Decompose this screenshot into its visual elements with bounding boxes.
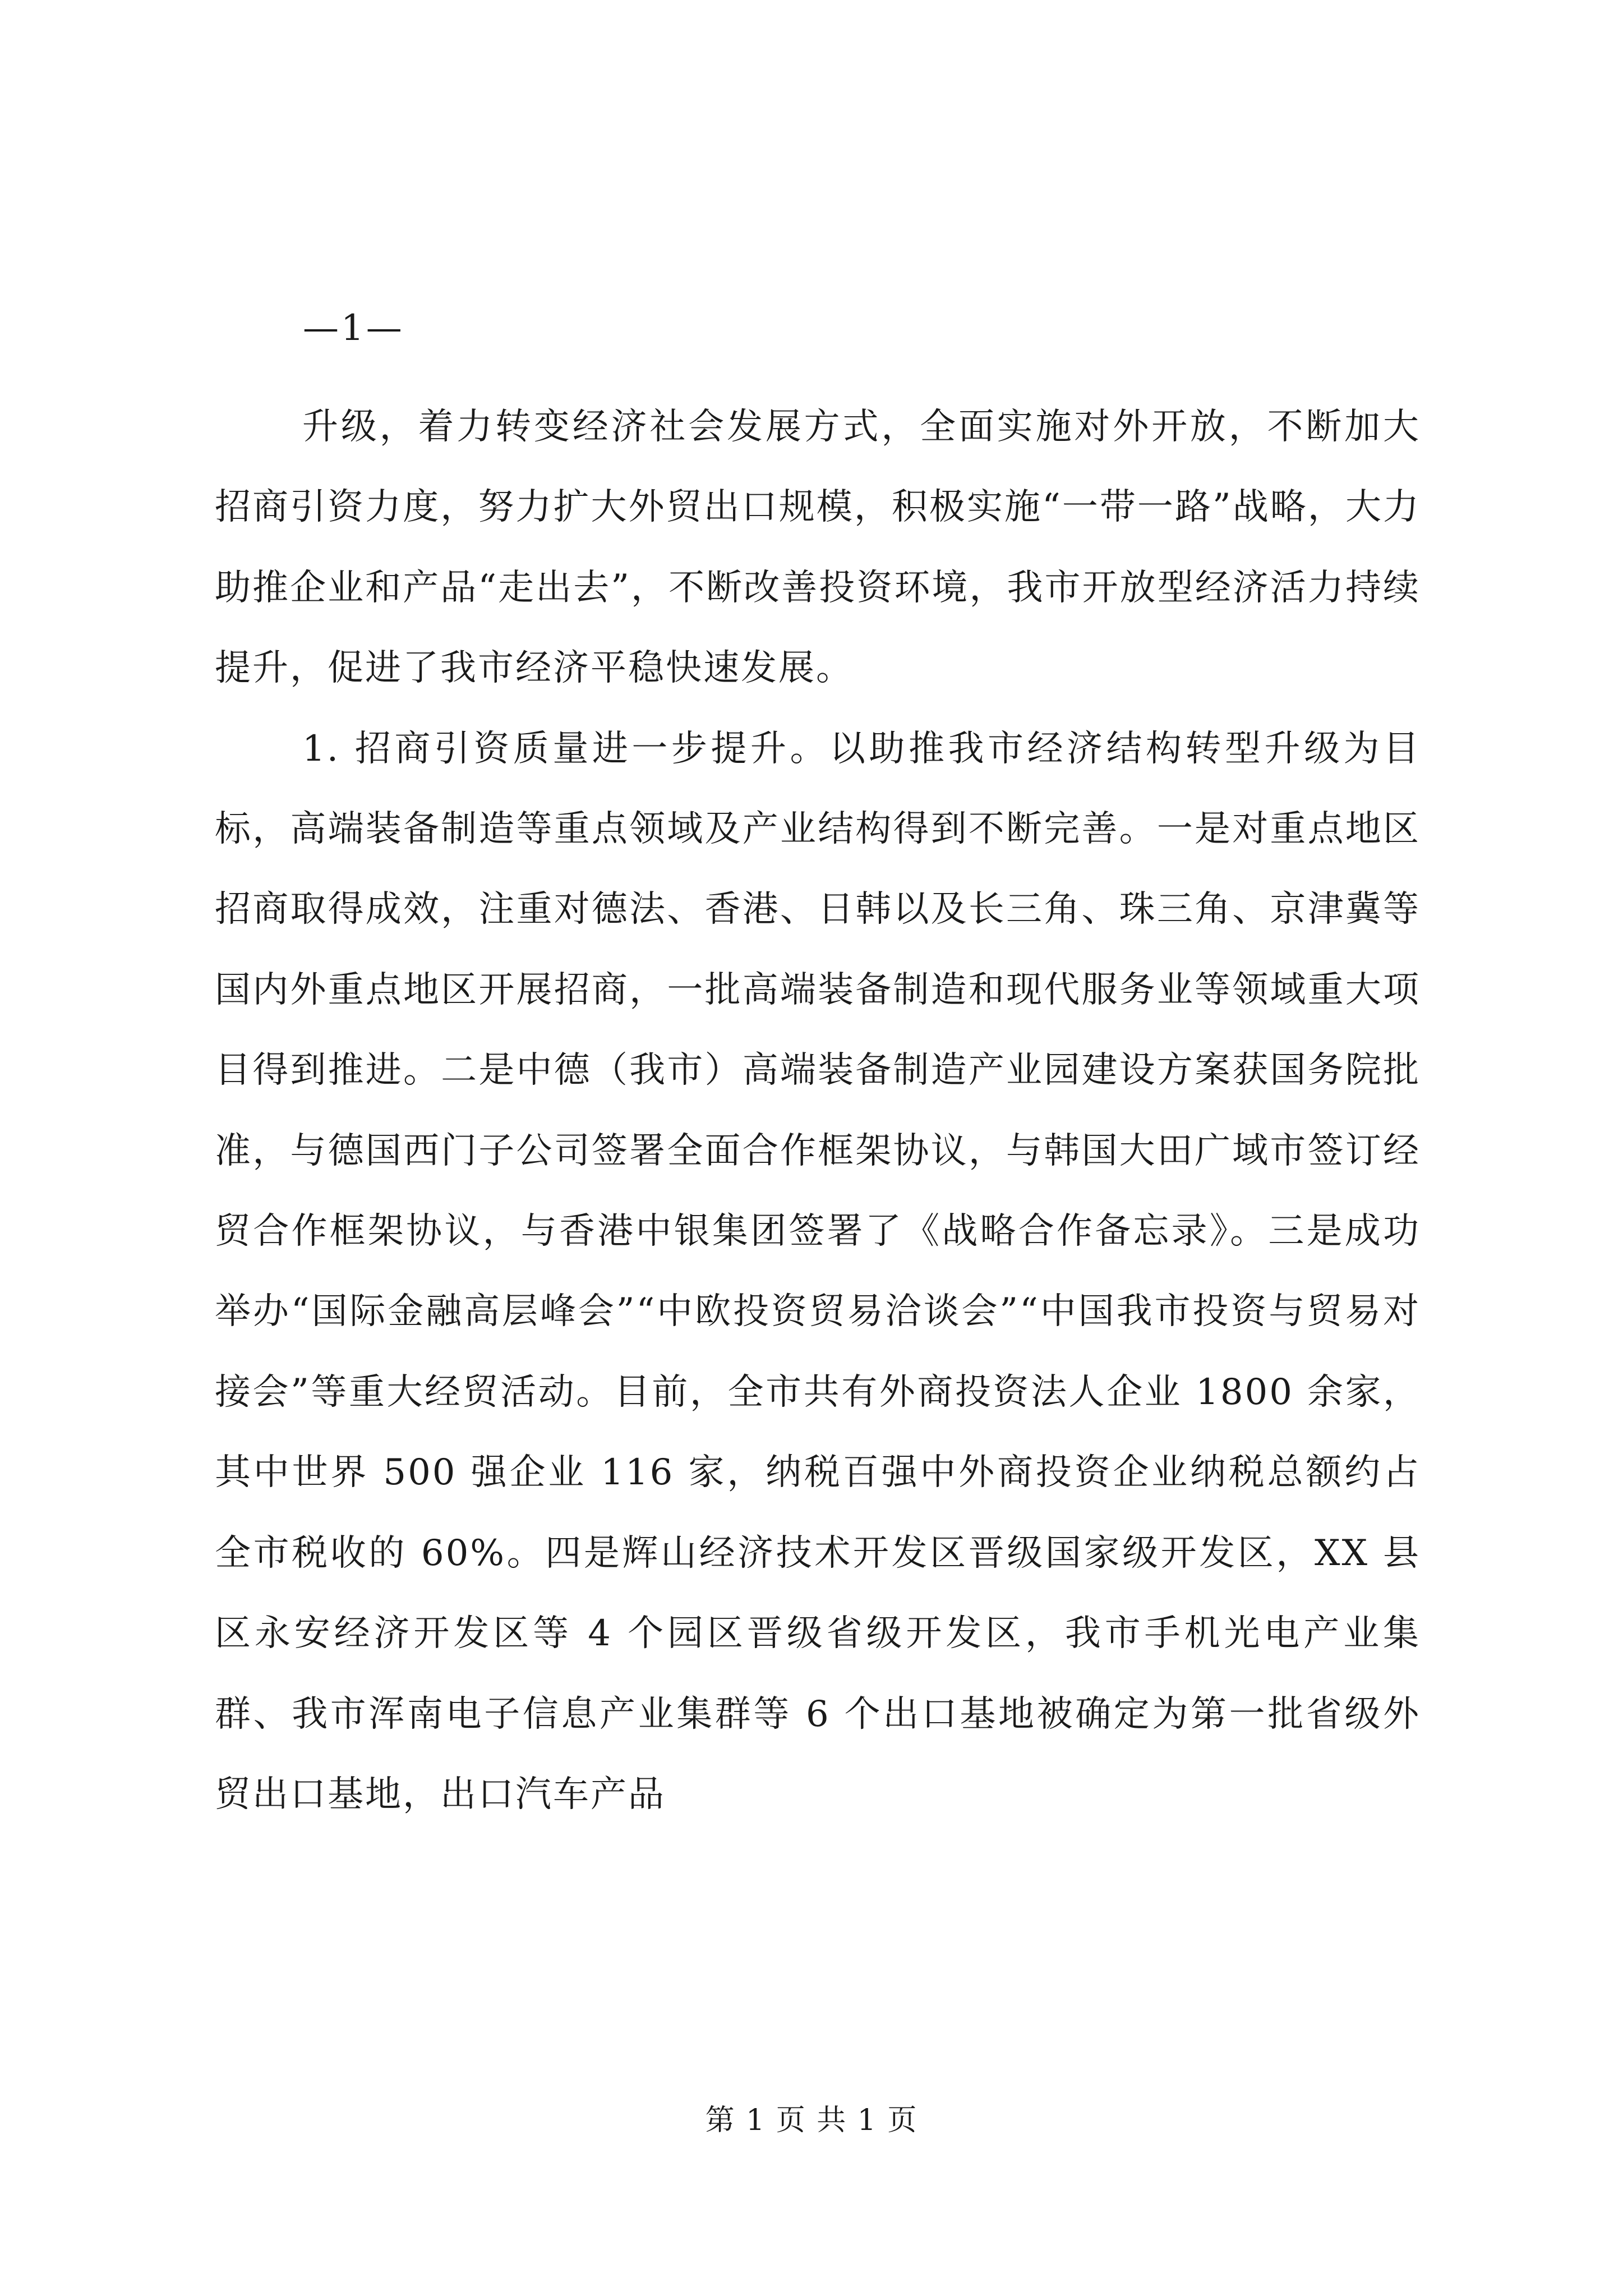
page-marker: —1— (303, 307, 404, 349)
document-body (215, 387, 1421, 1835)
paragraph-continuation: 升级，着力转变经济社会发展方式，全面实施对外开放，不断加大招商引资力度，努力扩大外贸出口规模，积极实施“一带一路”战略，大力助推企业和产品“走出去”，不断改善投资环境，我市开放型经济活力持续提升，促进了我市经济平稳快速发展。 (215, 406, 1421, 689)
paragraph-investment-quality: 1. 招商引资质量进一步提升。以助推我市经济结构转型升级为目标，高端装备制造等重点领域及产业结构得到不断完善。一是对重点地区招商取得成效，注重对德法、香港、日韩以及长三角、珠三角、京津冀等国内外重点地区开展招商，一批高端装备制造和现代服务业等领域重大项目得到推进。二是中德（我市）高端装备制造产业园建设方案获国务院批准，与德国西门子公司签署全面合作框架协议，与韩国大田广域市签订经贸合作框架协议，与香港中银集团签署了《战略合作备忘录》。三是成功举办“国际金融高层峰会”“中欧投资贸易洽谈会”“中国我市投资与贸易对接会”等重大经贸活动。目前，全市共有外商投资法人企业 1800 余家，其中世界 500 强企业 116 家，纳税百强中外商投资企业纳税总额约占全市税收的 60%。四是辉山经济技术开发区晋级国家级开发区，XX 县区永安经济开发区等 4 个园区晋级省级开发区，我市手机光电产业集群、我市浑南电子信息产业集群等 6 个出口基地被确定为第一批省级外贸出口基地，出口汽车产品 (215, 728, 1421, 1815)
page-footer: 第 1 页 共 1 页 (705, 2104, 918, 2137)
